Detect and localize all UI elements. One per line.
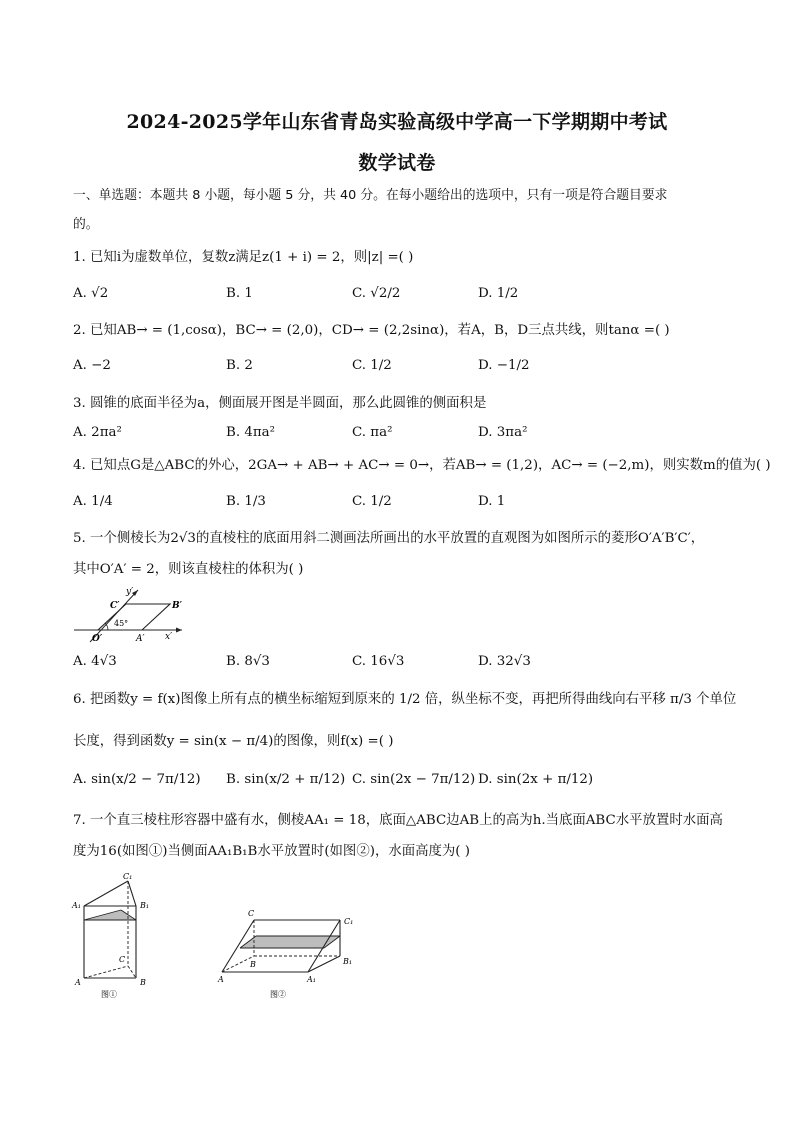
question-7-stem-line1: 7. 一个直三棱柱形容器中盛有水，侧棱AA₁ = 18，底面△ABC边AB上的高为h.当底面ABC水平放置时水面高 [73,813,723,828]
fig7a-c1-label: C₁ [123,872,133,881]
q6-option-d[interactable]: D. sin(2x + π/12) [478,772,594,787]
figure-7-prism-lying [212,900,362,1004]
question-1-stem: 1. 已知i为虚数单位，复数z满足z(1 + i) = 2，则|z| =( ) [73,250,414,265]
q3-option-a[interactable]: A. 2πa² [73,425,122,440]
fig7a-caption: 图① [101,990,117,999]
q5-option-b[interactable]: B. 8√3 [226,654,270,669]
exam-title: 2024-2025学年山东省青岛实验高级中学高一下学期期中考试 [126,111,668,133]
fig7b-b-label: B [250,960,256,969]
question-5-stem-line2: 其中O′A′ = 2，则该直棱柱的体积为( ) [73,562,304,577]
question-2-stem: 2. 已知AB→ = (1,cosα)，BC→ = (2,0)，CD→ = (2,2sinα)，若A，B，D三点共线，则tanα =( ) [73,323,670,338]
fig5-point-b-label: B′ [172,601,182,611]
fig7a-b-label: B [140,978,146,987]
q5-option-d[interactable]: D. 32√3 [478,654,531,669]
fig5-angle-label: 45° [114,619,129,628]
exam-subtitle: 数学试卷 [358,152,436,174]
q1-option-c[interactable]: C. √2/2 [352,286,401,301]
fig5-y-axis-label: y′ [126,587,134,597]
q4-option-d[interactable]: D. 1 [478,494,506,509]
fig7a-c-label: C [119,955,126,964]
question-4-stem: 4. 已知点G是△ABC的外心，2GA→ + AB→ + AC→ = 0→，若AB→ = (1,2)，AC→ = (−2,m)，则实数m的值为( ) [73,458,771,473]
fig5-origin-label: O′ [92,634,103,644]
fig7b-a1-label: A₁ [307,975,316,984]
q3-option-c[interactable]: C. πa² [352,425,393,440]
fig7a-a-label: A [75,978,81,987]
fig5-point-c-label: C′ [110,601,120,611]
section-heading-line2: 的。 [73,217,99,232]
q2-option-a[interactable]: A. −2 [73,358,111,373]
figure-7-prism-upright [68,868,168,1004]
fig7b-c1-label: C₁ [344,917,354,926]
q1-option-a[interactable]: A. √2 [73,286,109,301]
q1-option-d[interactable]: D. 1/2 [478,286,519,301]
q5-option-c[interactable]: C. 16√3 [352,654,405,669]
question-6-stem-line2: 长度，得到函数y = sin(x − π/4)的图像，则f(x) =( ) [73,734,394,749]
q6-option-b[interactable]: B. sin(x/2 + π/12) [226,772,346,787]
fig5-point-a-label: A′ [136,634,145,644]
q3-option-b[interactable]: B. 4πa² [226,425,276,440]
q2-option-b[interactable]: B. 2 [226,358,253,373]
q6-option-a[interactable]: A. sin(x/2 − 7π/12) [73,772,201,787]
question-7-stem-line2: 度为16(如图①)当侧面AA₁B₁B水平放置时(如图②)，水面高度为( ) [73,844,470,859]
q2-option-c[interactable]: C. 1/2 [352,358,392,373]
question-6-stem-line1: 6. 把函数y = f(x)图像上所有点的横坐标缩短到原来的 1/2 倍，纵坐标不变，再把所得曲线向右平移 π/3 个单位 [73,692,737,707]
fig7b-a-label: A [218,975,224,984]
fig5-x-axis-label: x′ [165,632,173,642]
q4-option-c[interactable]: C. 1/2 [352,494,392,509]
fig7a-b1-label: B₁ [140,901,150,910]
fig7a-a1-label: A₁ [72,901,81,910]
q5-option-a[interactable]: A. 4√3 [73,654,117,669]
fig7b-c-label: C [248,909,255,918]
q2-option-d[interactable]: D. −1/2 [478,358,530,373]
section-heading-line1: 一、单选题：本题共 8 小题，每小题 5 分，共 40 分。在每小题给出的选项中，只有一项是符合题目要求 [73,188,668,203]
q6-option-c[interactable]: C. sin(2x − 7π/12) [352,772,476,787]
q3-option-d[interactable]: D. 3πa² [478,425,528,440]
figure-5-rhombus [70,584,190,646]
q4-option-a[interactable]: A. 1/4 [73,494,113,509]
fig7b-b1-label: B₁ [343,957,353,966]
question-5-stem-line1: 5. 一个侧棱长为2√3的直棱柱的底面用斜二测画法所画出的水平放置的直观图为如图所示的菱形O′A′B′C′， [73,531,705,546]
q1-option-b[interactable]: B. 1 [226,286,253,301]
question-3-stem: 3. 圆锥的底面半径为a，侧面展开图是半圆面，那么此圆锥的侧面积是 [73,396,487,411]
q4-option-b[interactable]: B. 1/3 [226,494,266,509]
fig7b-caption: 图② [270,990,286,999]
